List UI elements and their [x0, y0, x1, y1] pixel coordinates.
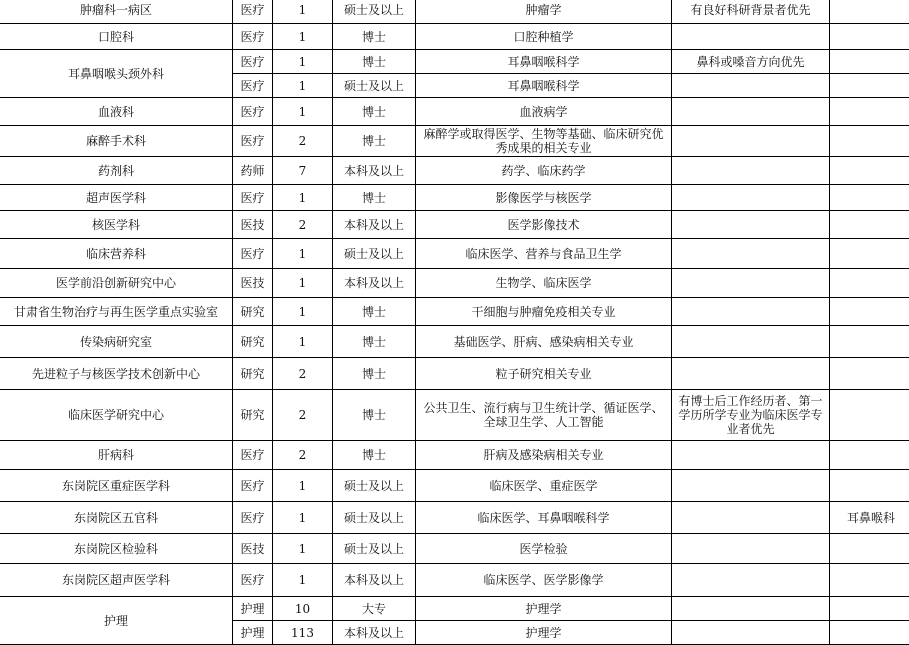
- table-row: [0, 126, 909, 157]
- dept-cell: 临床医学研究中心: [0, 390, 233, 441]
- major-cell: 基础医学、肝病、感染病相关专业: [416, 326, 672, 358]
- edu-cell: 本科及以上: [333, 211, 416, 239]
- dept-cell: 东岗院区检验科: [0, 534, 233, 564]
- count-cell: 2: [273, 441, 333, 470]
- extra-cell: [830, 24, 909, 50]
- edu-cell: 博士: [333, 98, 416, 126]
- note-cell: 有博士后工作经历者、第一学历所学专业为临床医学专业者优先: [672, 390, 830, 441]
- major-cell: 口腔种植学: [416, 24, 672, 50]
- table-row: [0, 470, 909, 502]
- extra-cell: [830, 157, 909, 185]
- note-cell: [672, 621, 830, 645]
- extra-cell: [830, 239, 909, 269]
- extra-cell: [830, 470, 909, 502]
- count-cell: 113: [273, 621, 333, 645]
- table-row: [0, 358, 909, 390]
- table-row: [0, 98, 909, 126]
- note-cell: [672, 98, 830, 126]
- count-cell: 1: [273, 269, 333, 298]
- table-row: [0, 269, 909, 298]
- note-cell: [672, 502, 830, 534]
- edu-cell: 博士: [333, 185, 416, 211]
- count-cell: 1: [273, 74, 333, 98]
- note-cell: [672, 185, 830, 211]
- count-cell: 1: [273, 239, 333, 269]
- note-cell: 有良好科研背景者优先: [672, 0, 830, 24]
- count-cell: 2: [273, 211, 333, 239]
- dept-cell: 肝病科: [0, 441, 233, 470]
- extra-cell: [830, 326, 909, 358]
- dept-cell: 血液科: [0, 98, 233, 126]
- count-cell: 1: [273, 298, 333, 326]
- edu-cell: 硕士及以上: [333, 239, 416, 269]
- type-cell: 医疗: [233, 502, 273, 534]
- type-cell: 医疗: [233, 24, 273, 50]
- extra-cell: [830, 211, 909, 239]
- dept-cell: 核医学科: [0, 211, 233, 239]
- type-cell: 医技: [233, 534, 273, 564]
- type-cell: 医疗: [233, 239, 273, 269]
- major-cell: 粒子研究相关专业: [416, 358, 672, 390]
- table-row: [0, 0, 909, 24]
- note-cell: [672, 326, 830, 358]
- note-cell: [672, 564, 830, 597]
- edu-cell: 硕士及以上: [333, 0, 416, 24]
- note-cell: 鼻科或嗓音方向优先: [672, 50, 830, 74]
- count-cell: 1: [273, 185, 333, 211]
- table-row: [0, 534, 909, 564]
- type-cell: 医疗: [233, 50, 273, 74]
- major-cell: 医学影像技术: [416, 211, 672, 239]
- note-cell: [672, 534, 830, 564]
- dept-cell: 医学前沿创新研究中心: [0, 269, 233, 298]
- major-cell: 血液病学: [416, 98, 672, 126]
- dept-cell: 护理: [0, 597, 233, 645]
- edu-cell: 大专: [333, 597, 416, 621]
- table-row: [0, 390, 909, 441]
- extra-cell: [830, 74, 909, 98]
- edu-cell: 本科及以上: [333, 564, 416, 597]
- edu-cell: 本科及以上: [333, 269, 416, 298]
- major-cell: 影像医学与核医学: [416, 185, 672, 211]
- major-cell: 临床医学、耳鼻咽喉科学: [416, 502, 672, 534]
- type-cell: 研究: [233, 298, 273, 326]
- dept-cell: 临床营养科: [0, 239, 233, 269]
- type-cell: 研究: [233, 390, 273, 441]
- type-cell: 医疗: [233, 564, 273, 597]
- note-cell: [672, 298, 830, 326]
- count-cell: 1: [273, 50, 333, 74]
- major-cell: 耳鼻咽喉科学: [416, 74, 672, 98]
- type-cell: 研究: [233, 358, 273, 390]
- edu-cell: 本科及以上: [333, 157, 416, 185]
- edu-cell: 博士: [333, 50, 416, 74]
- dept-cell: 耳鼻咽喉头颈外科: [0, 50, 233, 98]
- major-cell: 护理学: [416, 621, 672, 645]
- count-cell: 2: [273, 358, 333, 390]
- table-row: [0, 211, 909, 239]
- extra-cell: [830, 534, 909, 564]
- count-cell: 1: [273, 98, 333, 126]
- table-row: [0, 326, 909, 358]
- table-row: [0, 502, 909, 534]
- type-cell: 医疗: [233, 126, 273, 157]
- edu-cell: 硕士及以上: [333, 470, 416, 502]
- extra-cell: [830, 126, 909, 157]
- dept-cell: 口腔科: [0, 24, 233, 50]
- note-cell: [672, 211, 830, 239]
- major-cell: 干细胞与肿瘤免疫相关专业: [416, 298, 672, 326]
- count-cell: 1: [273, 470, 333, 502]
- type-cell: 医技: [233, 211, 273, 239]
- table-row: [0, 298, 909, 326]
- major-cell: 临床医学、营养与食品卫生学: [416, 239, 672, 269]
- edu-cell: 硕士及以上: [333, 502, 416, 534]
- major-cell: 药学、临床药学: [416, 157, 672, 185]
- major-cell: 肿瘤学: [416, 0, 672, 24]
- note-cell: [672, 24, 830, 50]
- note-cell: [672, 126, 830, 157]
- extra-cell: [830, 358, 909, 390]
- extra-cell: [830, 50, 909, 74]
- type-cell: 护理: [233, 597, 273, 621]
- table-row: [0, 157, 909, 185]
- dept-cell: 东岗院区超声医学科: [0, 564, 233, 597]
- table-row: [0, 564, 909, 597]
- count-cell: 1: [273, 0, 333, 24]
- type-cell: 医疗: [233, 74, 273, 98]
- extra-cell: [830, 269, 909, 298]
- edu-cell: 博士: [333, 358, 416, 390]
- dept-cell: 肿瘤科一病区: [0, 0, 233, 24]
- dept-cell: 药剂科: [0, 157, 233, 185]
- extra-cell: [830, 0, 909, 24]
- note-cell: [672, 157, 830, 185]
- note-cell: [672, 74, 830, 98]
- edu-cell: 博士: [333, 390, 416, 441]
- count-cell: 10: [273, 597, 333, 621]
- dept-cell: 超声医学科: [0, 185, 233, 211]
- type-cell: 药师: [233, 157, 273, 185]
- type-cell: 医技: [233, 269, 273, 298]
- edu-cell: 博士: [333, 126, 416, 157]
- table-row: [0, 597, 909, 621]
- dept-cell: 东岗院区五官科: [0, 502, 233, 534]
- extra-cell: [830, 597, 909, 621]
- type-cell: 医疗: [233, 0, 273, 24]
- note-cell: [672, 597, 830, 621]
- dept-cell: 麻醉手术科: [0, 126, 233, 157]
- major-cell: 护理学: [416, 597, 672, 621]
- edu-cell: 硕士及以上: [333, 74, 416, 98]
- count-cell: 1: [273, 24, 333, 50]
- extra-cell: [830, 98, 909, 126]
- count-cell: 1: [273, 534, 333, 564]
- type-cell: 研究: [233, 326, 273, 358]
- major-cell: 医学检验: [416, 534, 672, 564]
- count-cell: 7: [273, 157, 333, 185]
- count-cell: 2: [273, 126, 333, 157]
- major-cell: 肝病及感染病相关专业: [416, 441, 672, 470]
- note-cell: [672, 470, 830, 502]
- type-cell: 医疗: [233, 185, 273, 211]
- count-cell: 1: [273, 564, 333, 597]
- extra-cell: [830, 298, 909, 326]
- edu-cell: 硕士及以上: [333, 534, 416, 564]
- dept-cell: 甘肃省生物治疗与再生医学重点实验室: [0, 298, 233, 326]
- count-cell: 1: [273, 502, 333, 534]
- major-cell: 临床医学、医学影像学: [416, 564, 672, 597]
- major-cell: 公共卫生、流行病与卫生统计学、循证医学、全球卫生学、人工智能: [416, 390, 672, 441]
- major-cell: 生物学、临床医学: [416, 269, 672, 298]
- type-cell: 医疗: [233, 441, 273, 470]
- extra-cell: [830, 390, 909, 441]
- major-cell: 临床医学、重症医学: [416, 470, 672, 502]
- major-cell: 麻醉学或取得医学、生物等基础、临床研究优秀成果的相关专业: [416, 126, 672, 157]
- note-cell: [672, 358, 830, 390]
- dept-cell: 先进粒子与核医学技术创新中心: [0, 358, 233, 390]
- edu-cell: 博士: [333, 326, 416, 358]
- type-cell: 医疗: [233, 470, 273, 502]
- table-row: [0, 239, 909, 269]
- type-cell: 护理: [233, 621, 273, 645]
- dept-cell: 传染病研究室: [0, 326, 233, 358]
- edu-cell: 本科及以上: [333, 621, 416, 645]
- extra-cell: [830, 621, 909, 645]
- extra-cell: 耳鼻喉科: [830, 502, 909, 534]
- edu-cell: 博士: [333, 441, 416, 470]
- note-cell: [672, 269, 830, 298]
- count-cell: 1: [273, 326, 333, 358]
- dept-cell: 东岗院区重症医学科: [0, 470, 233, 502]
- extra-cell: [830, 185, 909, 211]
- extra-cell: [830, 564, 909, 597]
- edu-cell: 博士: [333, 24, 416, 50]
- table-row: [0, 24, 909, 50]
- table-row: [0, 185, 909, 211]
- note-cell: [672, 441, 830, 470]
- extra-cell: [830, 441, 909, 470]
- edu-cell: 博士: [333, 298, 416, 326]
- major-cell: 耳鼻咽喉科学: [416, 50, 672, 74]
- note-cell: [672, 239, 830, 269]
- count-cell: 2: [273, 390, 333, 441]
- table-row: [0, 50, 909, 74]
- table-row: [0, 441, 909, 470]
- type-cell: 医疗: [233, 98, 273, 126]
